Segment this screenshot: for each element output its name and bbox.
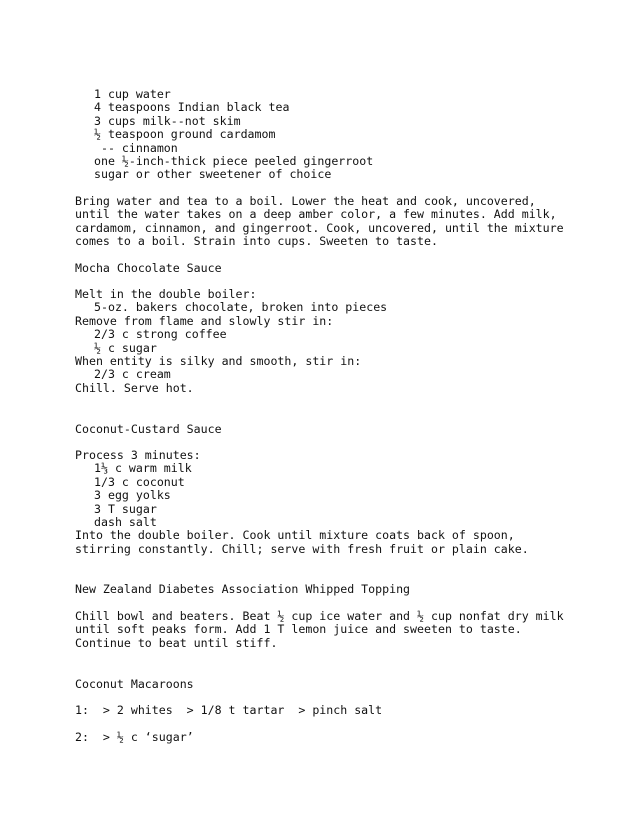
macaroons-step-1 <box>75 704 615 717</box>
paragraph-line: When entity is silky and smooth, stir in: <box>75 353 362 368</box>
paragraph-line: until soft peaks form. Add 1 T lemon juice and sweeten to taste. <box>75 622 522 637</box>
mocha-title <box>75 262 615 275</box>
ingredient-line: 5-oz. bakers chocolate, broken into pieces <box>94 300 388 315</box>
paragraph-line: stirring constantly. Chill; serve with fresh fruit or plain cake. <box>75 541 529 556</box>
topping-title <box>75 583 615 596</box>
ingredient-line: -- cinnamon <box>94 140 178 155</box>
paragraph-line: cardamom, cinnamon, and gingerroot. Cook, uncovered, until the mixture <box>75 220 564 235</box>
paragraph-line: Process 3 minutes: <box>75 448 201 462</box>
recipe-title: Coconut-Custard Sauce <box>75 422 222 436</box>
ingredient-line: dash salt <box>94 514 157 529</box>
recipe-title: Mocha Chocolate Sauce <box>75 261 222 275</box>
ingredient-line: ½ teaspoon ground cardamom <box>94 127 276 142</box>
paragraph-line: until the water takes on a deep amber color, a few minutes. Add milk, <box>75 207 557 222</box>
recipe-title: New Zealand Diabetes Association Whipped Topping <box>75 582 411 596</box>
chai-ingredients <box>75 88 615 182</box>
paragraph-line: Chill bowl and beaters. Beat ½ cup ice water and ½ cup nonfat dry milk <box>75 609 564 623</box>
ingredient-line: 1/3 c coconut <box>94 474 185 489</box>
paragraph-line: Remove from flame and slowly stir in: <box>75 313 334 328</box>
ingredient-line: 3 cups milk--not skim <box>94 113 241 128</box>
ingredient-line: one ½-inch-thick piece peeled gingerroot <box>94 153 374 168</box>
step-line: 1: > 2 whites > 1/8 t tartar > pinch salt <box>75 703 383 717</box>
paragraph-line: comes to a boil. Strain into cups. Sweeten to taste. <box>75 234 438 249</box>
ingredient-line: sugar or other sweetener of choice <box>94 167 332 182</box>
paragraph-line: Continue to beat until stiff. <box>75 635 278 650</box>
mocha-body <box>75 288 615 395</box>
ingredient-line: 2/3 c cream <box>94 367 171 382</box>
ingredient-line: 2/3 c strong coffee <box>94 327 227 342</box>
paragraph-line: Bring water and tea to a boil. Lower the heat and cook, uncovered, <box>75 194 536 208</box>
ingredient-line: 1 cup water <box>94 87 171 101</box>
ingredient-line: 4 teaspoons Indian black tea <box>94 100 290 115</box>
ingredient-line: 3 T sugar <box>94 501 157 516</box>
chai-directions <box>75 195 615 249</box>
step-line: 2: > ½ c ‘sugar’ <box>75 730 194 744</box>
ingredient-line: ½ c sugar <box>94 340 157 355</box>
macaroons-step-2 <box>75 731 615 744</box>
custard-title <box>75 423 615 436</box>
topping-body <box>75 610 615 650</box>
recipe-title: Coconut Macaroons <box>75 677 194 691</box>
paragraph-line: Chill. Serve hot. <box>75 380 194 395</box>
ingredient-line: 1⅓ c warm milk <box>94 461 192 476</box>
paragraph-line: Melt in the double boiler: <box>75 287 257 301</box>
macaroons-title <box>75 678 615 691</box>
custard-body <box>75 449 615 556</box>
ingredient-line: 3 egg yolks <box>94 488 171 503</box>
paragraph-line: Into the double boiler. Cook until mixture coats back of spoon, <box>75 528 515 543</box>
